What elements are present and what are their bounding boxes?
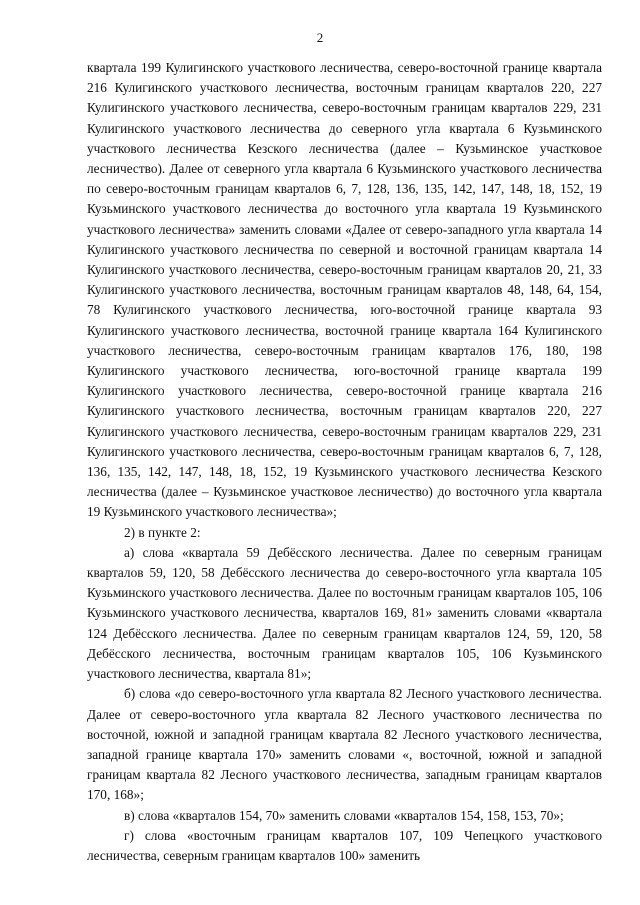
paragraph-subitem-v: в) слова «кварталов 154, 70» заменить словами «кварталов 154, 158, 153, 70»;: [124, 807, 564, 823]
paragraph-subitem-a: а) слова «квартала 59 Дебёсского лесничества. Далее по северным границам кварталов 59, 120, 58 Дебёсского лесничества до северо-восточного угла квартала 105 Кузьминского участкового лесничества. Далее по восточным границам кварталов 105, 106 Кузьминского участкового лесничества, кварталов 169, 81» заменить словами «квартала 124 Дебёсского лесничества. Далее по северным границам кварталов 124, 59, 120, 58 Дебёсского лесничества, восточным границам кварталов 105, 106 Кузьминского участкового лесничества, квартала 81»;: [87, 544, 602, 682]
paragraph-item-2: 2) в пункте 2:: [124, 524, 201, 540]
paragraph-subitem-g: г) слова «восточным границам кварталов 107, 109 Чепецкого участкового лесничества, северным границам кварталов 100» заменить: [87, 827, 602, 863]
paragraph-subitem-b: б) слова «до северо-восточного угла квартала 82 Лесного участкового лесничества. Далее от северо-восточного угла квартала 82 Лесного участкового лесничества по восточной, южной и западной границам квартала 82 Лесного участкового лесничества, западной границе квартала 170» заменить словами «, восточной, южной и западной границам квартала 82 Лесного участкового лесничества, западным границам кварталов 170, 168»;: [87, 686, 602, 803]
document-body: [87, 58, 602, 866]
paragraph-boundary-continuation: квартала 199 Кулигинского участкового лесничества, северо-восточной границе квартала 216 Кулигинского участкового лесничества, восточным границам кварталов 220, 227 Кулигинского участкового лесничества, северо-восточным границам кварталов 229, 231 Кулигинского участкового лесничества до северного угла квартала 6 Кузьминского участкового лесничества Кезского лесничества (далее – Кузьминское участковое лесничество). Далее от северного угла квартала 6 Кузьминского участкового лесничества по северо-восточным границам кварталов 6, 7, 128, 136, 135, 142, 147, 148, 18, 152, 19 Кузьминского участкового лесничества до восточного угла квартала 19 Кузьминского участкового лесничества» заменить словами «Далее от северо-западного угла квартала 14 Кулигинского участкового лесничества по северной и восточной границам квартала 14 Кулигинского участкового лесничества, северо-восточным границам кварталов 20, 21, 33 Кулигинского участкового лесничества, восточным границам кварталов 48, 148, 64, 154, 78 Кулигинского участкового лесничества, юго-восточной границе квартала 93 Кулигинского участкового лесничества, восточной границе квартала 164 Кулигинского участкового лесничества, северо-восточным границам кварталов 176, 180, 198 Кулигинского участкового лесничества, юго-восточной границе квартала 199 Кулигинского участкового лесничества, северо-восточной границе квартала 216 Кулигинского участкового лесничества, восточным границам кварталов 220, 227 Кулигинского участкового лесничества, северо-восточным границам кварталов 229, 231 Кулигинского участкового лесничества, северо-восточным границам кварталов 6, 7, 128, 136, 135, 142, 147, 148, 18, 152, 19 Кузьминского участкового лесничества Кезского лесничества (далее – Кузьминское участковое лесничество) до восточного угла квартала 19 Кузьминского участкового лесничества»;: [87, 60, 602, 520]
page-number: 2: [316, 30, 324, 45]
